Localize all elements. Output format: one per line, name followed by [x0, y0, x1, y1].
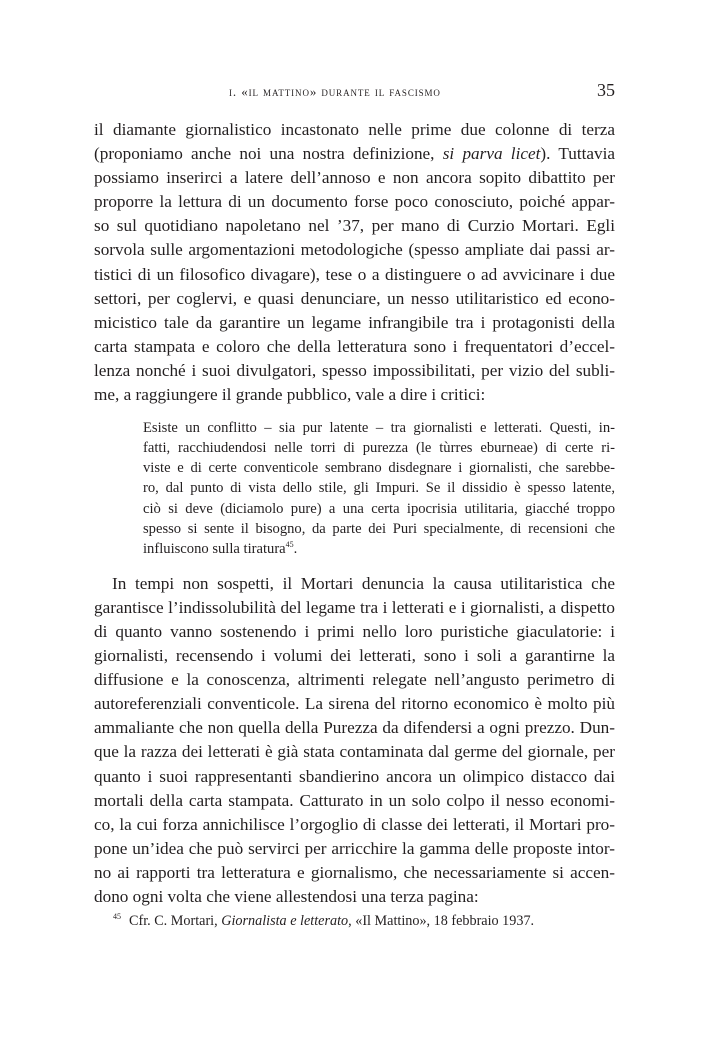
page-number: 35 — [597, 80, 615, 100]
text-line: mortali della carta stampata. Catturato in un solo colpo il nesso economi- — [94, 790, 615, 810]
footnote — [113, 913, 534, 930]
text-line: que la razza dei letterati è già stata contaminata dal germe del giornale, per — [94, 742, 615, 762]
text-line: tistici di un filosofico divagare), tese o a distinguere o ad avvicinare i due — [94, 264, 615, 284]
text-run: ). Tuttavia — [540, 144, 615, 164]
text-line: me, a raggiungere il grande pubblico, vale a dire i critici: — [94, 385, 486, 405]
text-line: di quanto vanno sostenendo i primi nello loro puristiche giaculatorie: i — [94, 621, 615, 641]
latin-phrase: si parva licet — [442, 144, 541, 164]
text-run: (proponiamo anche noi una nostra definizione, — [94, 144, 443, 164]
text-line: lenza nonché i suoi divulgatori, spesso impossibilitati, per vizio del subli- — [94, 360, 615, 380]
text-line: In tempi non sospetti, il Mortari denuncia la causa utilitaristica che — [112, 573, 615, 593]
text-line: micistico tale da garantire un legame infrangibile tra i protagonisti della — [94, 312, 615, 332]
text-line: possiamo inserirci a latere dell’annoso e non ancora sopito dibattito per — [94, 168, 615, 188]
text-line: proporre la lettura di un documento forse poco conosciuto, poiché appar- — [94, 192, 615, 212]
text-line: garantisce l’indissolubilità del legame tra i letterati e i giornalisti, a dispetto — [94, 597, 615, 617]
footnote-text: Cfr. C. Mortari, — [129, 913, 222, 929]
footnote-number: 45 — [113, 912, 121, 921]
running-head — [94, 82, 615, 104]
quote-line: spesso si sente il bisogno, da parte dei Puri specialmente, di recensioni che — [143, 520, 615, 537]
footnote-reference[interactable]: 45 — [285, 539, 294, 549]
text-line — [94, 142, 615, 166]
text-line: so sul quotidiano napoletano nel ’37, per mano di Curzio Mortari. Egli — [94, 216, 615, 236]
quote-line — [143, 539, 615, 559]
paragraph-2 — [94, 572, 615, 909]
block-quote — [143, 418, 615, 559]
text-line: no ai rapporti tra letteratura e giornalismo, che necessariamente si accen- — [94, 862, 615, 882]
text-line: carta stampata e coloro che della letteratura sono i frequentatori d’eccel- — [94, 336, 615, 356]
text-line: il diamante giornalistico incastonato nelle prime due colonne di terza — [94, 120, 615, 139]
footnote-text: , «Il Mattino», 18 febbraio 1937. — [348, 913, 535, 929]
text-line: co, la cui forza annichilisce l’orgoglio di classe dei letterati, il Mortari pro- — [94, 814, 615, 834]
text-run: influiscono sulla tiratura — [143, 540, 286, 557]
quote-line: ciò si deve (diciamolo pure) a una certa ipocrisia utilitaria, giacché troppo — [143, 500, 615, 517]
quote-line: viste e di certe conventicole sembrano disdegnare i giornalisti, che sarebbe- — [143, 460, 615, 477]
text-line: pone un’idea che può servirci per arricchire la gamma delle proposte intor- — [94, 838, 615, 858]
text-line: sorvola sulle argomentazioni metodologiche (spesso ampliate dai passi ar- — [94, 240, 615, 260]
quote-line: ro, dal punto di vista dello stile, gli Impuri. Se il dissidio è spesso latente, — [143, 480, 615, 497]
quote-line: Esiste un conflitto – sia pur latente – tra giornalisti e letterati. Questi, in- — [143, 420, 615, 437]
quote-line: fatti, racchiudendosi nelle torri di purezza (le tùrres eburneae) di certe ri- — [143, 440, 615, 457]
footnote-title: Giornalista e letterato — [221, 913, 349, 929]
text-line: ammaliante che non quella della Purezza da difendersi a ogni prezzo. Dun- — [94, 718, 615, 738]
paragraph-1 — [94, 118, 615, 407]
text-line: autoreferenziali conventicole. La sirena del ritorno economico è molto più — [94, 694, 615, 714]
text-line: settori, per coglervi, e quasi denunciare, un nesso utilitaristico ed econo- — [94, 288, 615, 308]
running-title: i. «il mattino» durante il fascismo — [229, 84, 441, 99]
text-line: diffusione e la conoscenza, altrimenti relegate nell’angusto perimetro di — [94, 670, 615, 690]
text-run: . — [293, 540, 298, 557]
body-text — [94, 118, 615, 909]
text-line: giornalisti, recensendo i volumi dei letterati, sono i soli a garantirne la — [94, 646, 615, 666]
text-line: dono ogni volta che viene allestendosi una terza pagina: — [94, 887, 479, 906]
text-line: quanto i suoi rappresentanti sbandierino ancora un olimpico distacco dai — [94, 766, 615, 786]
